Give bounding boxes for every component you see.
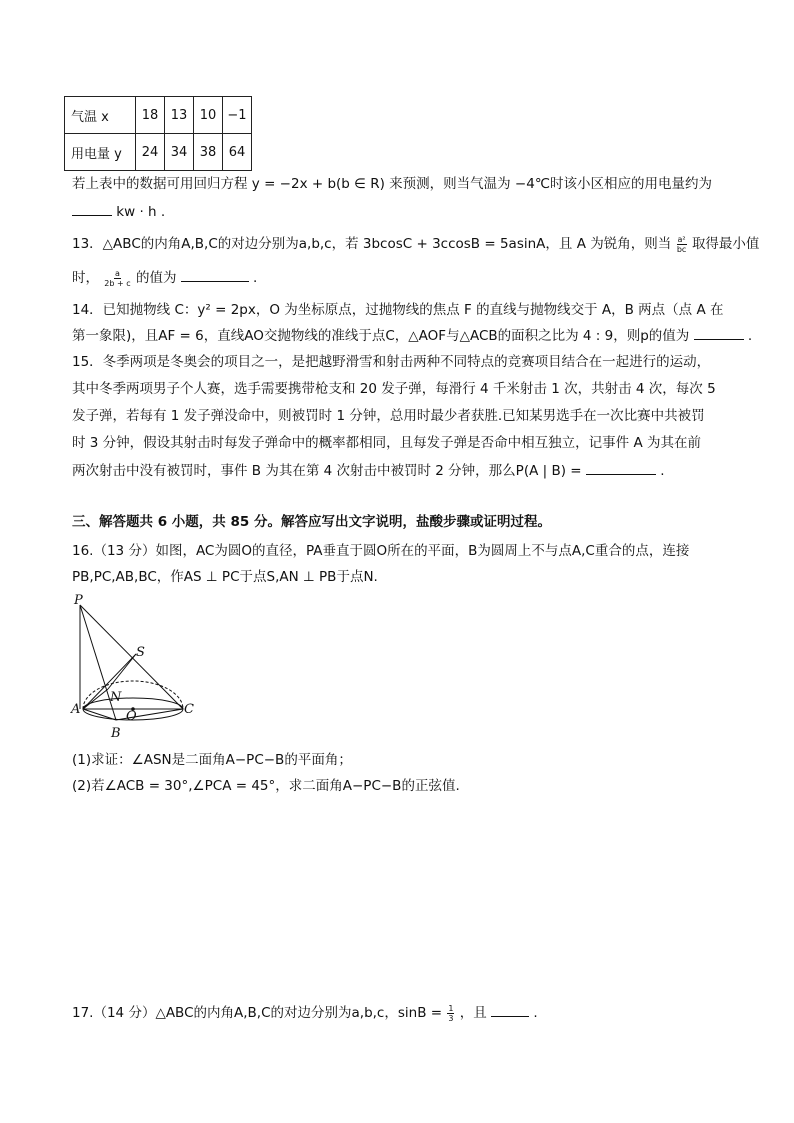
q13-period: . [253, 270, 258, 286]
q16-part2: (2)若∠ACB = 30°,∠PCA = 45°，求二面角A−PC−B的正弦值. [72, 778, 460, 794]
table-cell: 34 [165, 134, 194, 171]
q15-line: 15．冬季两项是冬奥会的项目之一，是把越野滑雪和射击两种不同特点的竞赛项目结合在一起进行的运动， [72, 354, 711, 370]
segment-ab [83, 709, 116, 720]
q17-text-mid: ，且 [459, 1005, 487, 1021]
q17-line [72, 1002, 538, 1023]
table-cell: 13 [165, 97, 194, 134]
q13-text-post: 取得最小值 [691, 236, 760, 252]
table-row [65, 134, 252, 171]
label-p: P [74, 593, 83, 608]
q15-line: 时 3 分钟，假设其射击时每发子弹命中的概率都相同，且每发子弹是否命中相互独立，记事件 A 为其在前 [72, 435, 701, 451]
label-o: O [126, 709, 137, 724]
fraction [677, 235, 687, 254]
label-s: S [136, 645, 145, 660]
answer-blank [694, 325, 744, 340]
table-header-cell: 气温 x [65, 97, 136, 134]
q12-unit: kw · h . [116, 204, 166, 220]
q13-text-pre2: 时， [72, 270, 99, 286]
q15-line: 其中冬季两项男子个人赛，选手需要携带枪支和 20 发子弹，每滑行 4 千米射击 1 次，共射击 4 次，每次 5 [72, 381, 716, 397]
q15-period: . [660, 463, 665, 479]
q14-line1: 14．已知抛物线 C：y² = 2px，O 为坐标原点，过抛物线的焦点 F 的直线与抛物线交于 A，B 两点（点 A 在 [72, 302, 724, 318]
table-cell: −1 [223, 97, 252, 134]
geometry-figure [66, 592, 206, 742]
table-cell: 64 [223, 134, 252, 171]
dashed-arc [83, 681, 183, 709]
q14-period: . [747, 328, 753, 344]
answer-blank [491, 1002, 529, 1017]
section-heading: 三、解答题共 6 小题，共 85 分。解答应写出文字说明，盐酸步骤或证明过程。 [72, 514, 551, 530]
segment-pc [80, 605, 183, 709]
fraction-numerator: a [115, 268, 120, 278]
q16-line2: PB,PC,AB,BC，作AS ⊥ PC于点S,AN ⊥ PB于点N. [72, 569, 378, 585]
segment-ns [108, 654, 136, 689]
q13-line1 [72, 234, 759, 254]
q14-text: 第一象限)，且AF = 6，直线AO交抛物线的准线于点C，△AOF与△ACB的面积之比为 4 : 9，则p的值为 [72, 328, 690, 344]
table-cell: 18 [136, 97, 165, 134]
q15-line-last [72, 460, 664, 481]
q17-period: . [533, 1005, 538, 1021]
fraction [104, 269, 130, 288]
table-cell: 10 [194, 97, 223, 134]
fraction-denominator: 2b + c [104, 278, 131, 288]
answer-blank [181, 267, 249, 282]
label-c: C [184, 702, 194, 717]
table-cell: 38 [194, 134, 223, 171]
label-b: B [111, 726, 121, 741]
label-a: A [71, 702, 81, 717]
q13-line2 [72, 267, 257, 288]
fraction-numerator: a² [677, 234, 686, 244]
q15-line: 发子弹，若每有 1 发子弹没命中，则被罚时 1 分钟，总用时最少者获胜.已知某男选手在一次比赛中共被罚 [72, 408, 705, 424]
q13-text-post2: 的值为 [135, 270, 177, 286]
answer-blank [586, 460, 656, 475]
q16-line1: 16.（13 分）如图，AC为圆O的直径，PA垂直于圆O所在的平面，B为圆周上不与点A,C重合的点，连接 [72, 543, 690, 559]
fraction-denominator: bc [676, 244, 687, 254]
q14-line2 [72, 325, 752, 346]
label-n: N [110, 690, 122, 705]
table-row [65, 97, 252, 134]
q15-text: 两次射击中没有被罚时，事件 B 为其在第 4 次射击中被罚时 2 分钟，那么P(A | B) = [72, 463, 582, 479]
q17-text-pre: 17.（14 分）△ABC的内角A,B,C的对边分别为a,b,c，sinB = [72, 1005, 443, 1021]
fraction [447, 1004, 454, 1023]
q12-answer-line [72, 201, 165, 222]
q13-text-pre: 13．△ABC的内角A,B,C的对边分别为a,b,c，若 3bcosC + 3ccosB = 5asinA，且 A 为锐角，则当 [72, 236, 672, 252]
table-header-cell: 用电量 y [65, 134, 136, 171]
answer-blank [72, 201, 112, 216]
q16-part1: (1)求证：∠ASN是二面角A−PC−B的平面角； [72, 752, 352, 768]
table-cell: 24 [136, 134, 165, 171]
fraction-numerator: 1 [448, 1003, 454, 1013]
q12-text: 若上表中的数据可用回归方程 y = −2x + b(b ∈ R) 来预测，则当气温为 −4℃时该小区相应的用电量约为 [72, 176, 712, 192]
fraction-denominator: 3 [448, 1013, 454, 1023]
data-table [64, 96, 252, 171]
